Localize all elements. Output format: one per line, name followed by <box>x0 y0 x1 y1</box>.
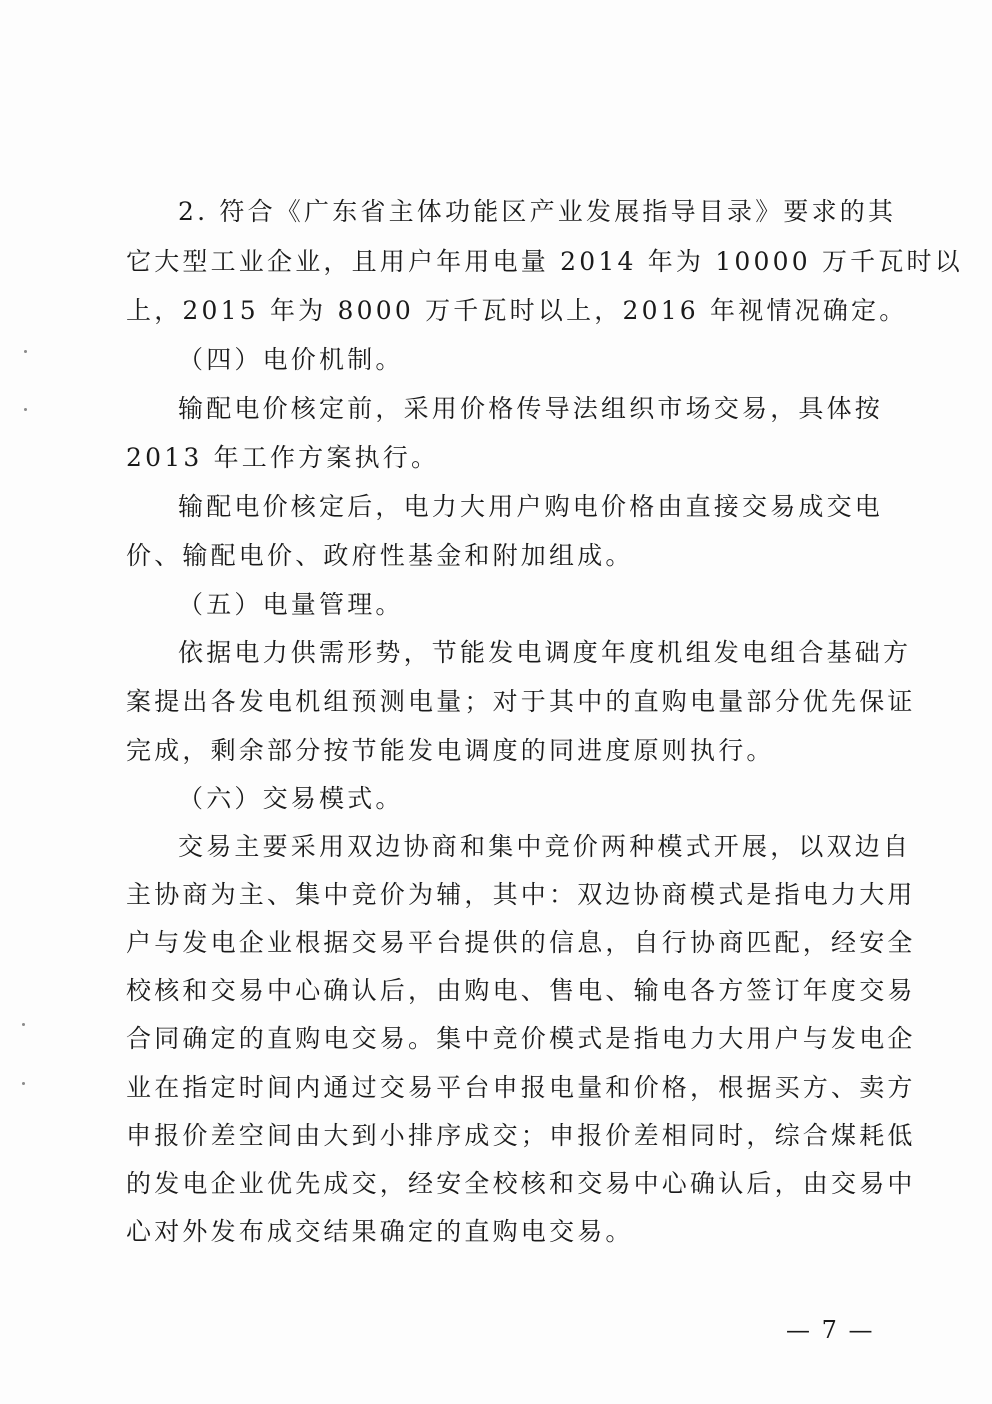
paragraph-line: 户与发电企业根据交易平台提供的信息，自行协商匹配，经安全 <box>126 928 916 957</box>
paragraph-line: 输配电价核定前，采用价格传导法组织市场交易，具体按 <box>178 394 884 423</box>
paragraph-line: 输配电价核定后，电力大用户购电价格由直接交易成交电 <box>178 492 884 521</box>
paragraph-line: 心对外发布成交结果确定的直购电交易。 <box>126 1217 634 1246</box>
paragraph-line: 业在指定时间内通过交易平台申报电量和价格，根据买方、卖方 <box>126 1073 916 1102</box>
scan-dot-mark <box>24 408 27 411</box>
paragraph-line: 依据电力供需形势，节能发电调度年度机组发电组合基础方 <box>178 638 912 667</box>
paragraph-line: 上，2015 年为 8000 万千瓦时以上，2016 年视情况确定。 <box>126 296 908 325</box>
paragraph-line: 主协商为主、集中竞价为辅，其中：双边协商模式是指电力大用 <box>126 880 916 909</box>
paragraph-line: 交易主要采用双边协商和集中竞价两种模式开展，以双边自 <box>178 832 912 861</box>
paragraph-line: 它大型工业企业，且用户年用电量 2014 年为 10000 万千瓦时以 <box>126 247 963 276</box>
scan-dot-mark <box>22 1023 25 1026</box>
page-number: — 7 — <box>786 1316 875 1344</box>
paragraph-line: 申报价差空间由大到小排序成交；申报价差相同时，综合煤耗低 <box>126 1121 916 1150</box>
paragraph-line: 校核和交易中心确认后，由购电、售电、输电各方签订年度交易 <box>126 976 916 1005</box>
scan-dot-mark <box>22 1082 25 1085</box>
paragraph-line: 合同确定的直购电交易。集中竞价模式是指电力大用户与发电企 <box>126 1024 916 1053</box>
scan-dot-mark <box>24 350 27 353</box>
paragraph-line: 2013 年工作方案执行。 <box>126 443 440 472</box>
paragraph-line: 价、输配电价、政府性基金和附加组成。 <box>126 541 634 570</box>
paragraph-line: 案提出各发电机组预测电量；对于其中的直购电量部分优先保证 <box>126 687 916 716</box>
section-heading: （六）交易模式。 <box>178 784 404 813</box>
section-heading: （四）电价机制。 <box>178 345 404 374</box>
paragraph-line: 完成，剩余部分按节能发电调度的同进度原则执行。 <box>126 736 775 765</box>
section-heading: （五）电量管理。 <box>178 590 404 619</box>
paragraph-line: 2. 符合《广东省主体功能区产业发展指导目录》要求的其 <box>178 197 897 226</box>
paragraph-line: 的发电企业优先成交，经安全校核和交易中心确认后，由交易中 <box>126 1169 916 1198</box>
